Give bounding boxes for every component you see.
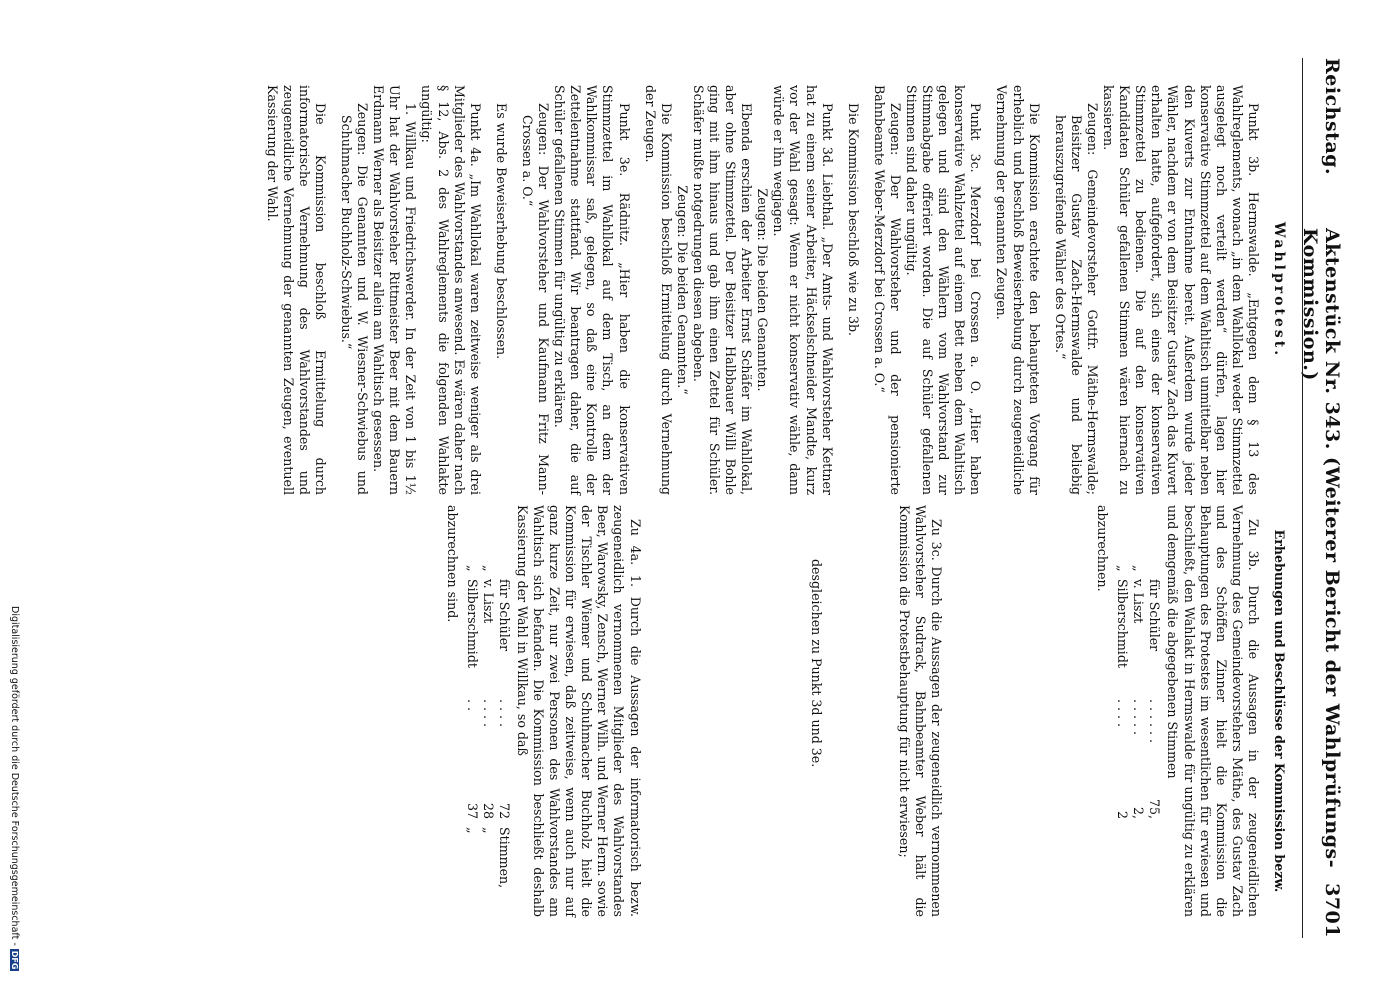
paragraph: Ebenda erschien der Arbeiter Ernst Schäfer im Wahllokal, aber ohne Stimmzettel. Der Beisitzer Halbbauer Willi Bohle ging mit ihm hinaus und gab ihm einen Zettel für Schüler. Schäfer mußte notgedrungen diesen abgeben.	[690, 85, 755, 495]
left-column	[264, 85, 1291, 495]
paragraph: 1. Willkau und Friedrichswerder. In der Zeit von 1 bis 1½ Uhr hat der Wahlvorsteher Rittmeister Beer mit dem Bauern Erdmann Werner als Beisitzer allein am Wahltisch gesessen.	[371, 85, 419, 495]
paragraph: Punkt 4a. „Im Wahllokal waren zeitweise weniger als drei Mitglieder des Wahlvorstandes anwesend. Es wären daher nach § 12, Abs. 2 des Wahlreglements die folgenden Wahlakte ungültig:	[419, 85, 483, 495]
paragraph: Punkt 3b. Hermswalde. „Entgegen dem § 13 des Wahlreglements, wonach „in dem Wahllokal weder Stimmzettel ausgelegt noch verteilt werden“ dürfen, lagen hier konservative Stimmzettel auf dem Wahltisch unmittelbar neben den Kuverts zur Entnahme bereit. Außerdem wurde jeder Wähler, nachdem er von dem Beisitzer Gustav Zach das Kuvert erhalten hatte, aufgefordert, sich eines der konservativen Stimmzettel zu bedienen. Die auf den konservativen Kandidaten Schüler gefallenen Stimmen wären hiernach zu kassieren.	[1101, 85, 1261, 495]
right-column-title: Erhebungen und Beschlüsse der Kommission bezw.	[1272, 529, 1287, 893]
paragraph: Punkt 3e. Rädnitz. „Hier haben die konservativen Stimmzettel im Wahllokal auf dem Tisch, an dem der Wahlkommissar saß, gelegen, so daß eine Kontrolle der Zettelentnahme stattfand. Wir beantragen daher, die auf Schüler gefallenen Stimmen für ungültig zu erklären.	[552, 85, 632, 495]
page-header	[1299, 58, 1343, 938]
paragraph: Zeugen: Die Genannten und W. Wiesner-Schwiebus und Schuhmacher Buchholz-Schwiebus.“	[339, 103, 371, 495]
header-left: Reichstag.	[1321, 58, 1343, 176]
vote-list	[464, 505, 512, 917]
left-column-title: Wahlprotest.	[1271, 221, 1287, 359]
paragraph: Punkt 3c. Merzdorf bei Crossen a. O. „Hier haben konservative Wahlzettel auf einem Bett neben dem Wahltisch gelegen und sind den Wählern vom Wahlvorstand zur Stimmabgabe offeriert worden. Die auf Schüler gefallenen Stimmen sind daher ungültig.	[904, 85, 984, 495]
paragraph: Zeugen: Der Wahlvorsteher und Kaufmann Fritz Mann-Crossen a. O.“	[519, 103, 552, 495]
paragraph: Zu 3c. Durch die Aussagen der zeugeneidlich vernommenen Wahlvorsteher Sudrack, Bahnbeamter Weber hält die Kommission die Protestbehauptung für nicht erwiesen;	[896, 505, 944, 917]
vote-row: „ Silberschmidt . . 37 „	[464, 565, 480, 834]
paragraph: Die Kommission erachtete den behaupteten Vorgang für erheblich und beschloß Beweiserhebung durch zeugeneidliche Vernehmung der genannten Zeugen.	[994, 85, 1042, 495]
header-rule	[1302, 58, 1303, 938]
header-center: Aktenstück Nr. 343. (Weiterer Bericht der Wahlprüfungs-Kommission.)	[1299, 228, 1343, 869]
vote-row: „ v. Liszt . . . . 28 „	[480, 565, 496, 834]
paragraph: abzurechnen sind.	[444, 505, 460, 623]
paragraph: Die Kommission beschloß Ermittelung durch Vernehmung der Zeugen.	[642, 85, 674, 495]
paragraph: Zu 3b. Durch die Aussagen in der zeugeneidlichen Vernehmung des Gemeindevorstehers Mäthe, des Gustav Zach und des Schöffen Zinner hielt die Kommission die Behauptungen des Protestes im wesentlichen für erwiesen und beschließt, den Wahlakt in Hermswalde für ungültig zu erklären und demgemäß die abgegebenen Stimmen	[1165, 505, 1261, 917]
paragraph: Die Kommission beschloß wie zu 3b.	[845, 103, 861, 337]
vote-row: „ v. Liszt . . . . . 2,	[1131, 565, 1147, 819]
paragraph: Zeugen: Die beiden Genannten.“	[674, 185, 690, 395]
paragraph: abzurechnen.	[1095, 505, 1111, 592]
paragraph: Zeugen: Der Wahlvorsteher und der pensionierte Bahnbeamte Weber-Merzdorf bei Crossen a. O.“	[871, 85, 903, 495]
paragraph: Zu 4a. 1. Durch die Aussagen der informatorisch bezw. zeugeneidlich vernommenen Mitglieder des Wahlvorstandes Beer, Warowsky, Zensch, Werner Wilh. und Werner Herm. sowie der Tischler Wiemer und Schuhmacher Buchholz hielt die Kommission für erwiesen, daß zeitweise, wenn auch nur auf ganz kurze Zeit, nur zwei Personen des Wahlvorstandes am Wahltisch sich befanden. Die Kommission beschließt deshalb Kassierung der Wahl in Willkau, so daß	[514, 505, 643, 917]
paragraph: Es wurde Beweiserhebung beschlossen.	[493, 103, 509, 360]
paragraph: desgleichen zu Punkt 3d und 3e.	[808, 559, 824, 768]
paragraph: Zeugen: Die beiden Genannten.	[755, 188, 771, 392]
paragraph: Zeugen: Gemeindevorsteher Gottfr. Mäthe-Hermswalde; Beisitzer Gustav Zach-Hermswalde und beliebig herauszugreifende Wähler des Ortes.“	[1052, 103, 1100, 495]
vote-row: „ Silberschmidt . . . . 2	[1115, 565, 1131, 819]
vote-row: für Schüler . . . . 72 Stimmen,	[496, 579, 512, 889]
vote-list	[1114, 505, 1162, 917]
digitization-credit: Digitalisierung gefördert durch die Deutsche Forschungsgemeinschaft -DFG	[9, 606, 20, 970]
paragraph: Die Kommission beschloß Ermittelung durch informatorische Vernehmung des Wahlvorstandes und zeugeneidliche Vernehmung der genannten Zeugen, eventuell Kassierung der Wahl.	[264, 85, 328, 495]
page-number: 3701	[1321, 883, 1343, 938]
vote-row: für Schüler . . . . . . 75,	[1147, 579, 1163, 819]
dfg-logo: DFG	[10, 950, 19, 970]
right-column	[443, 505, 1291, 917]
paragraph: Punkt 3d. Liebthal. „Der Amts- und Wahlvorsteher Kettner hat zu einem seiner Arbeiter, Häckselschneider Mandte, kurz vor der Wahl gesagt: Wenn er nicht konservativ wähle, dann würde er ihn wegjagen.	[771, 85, 835, 495]
